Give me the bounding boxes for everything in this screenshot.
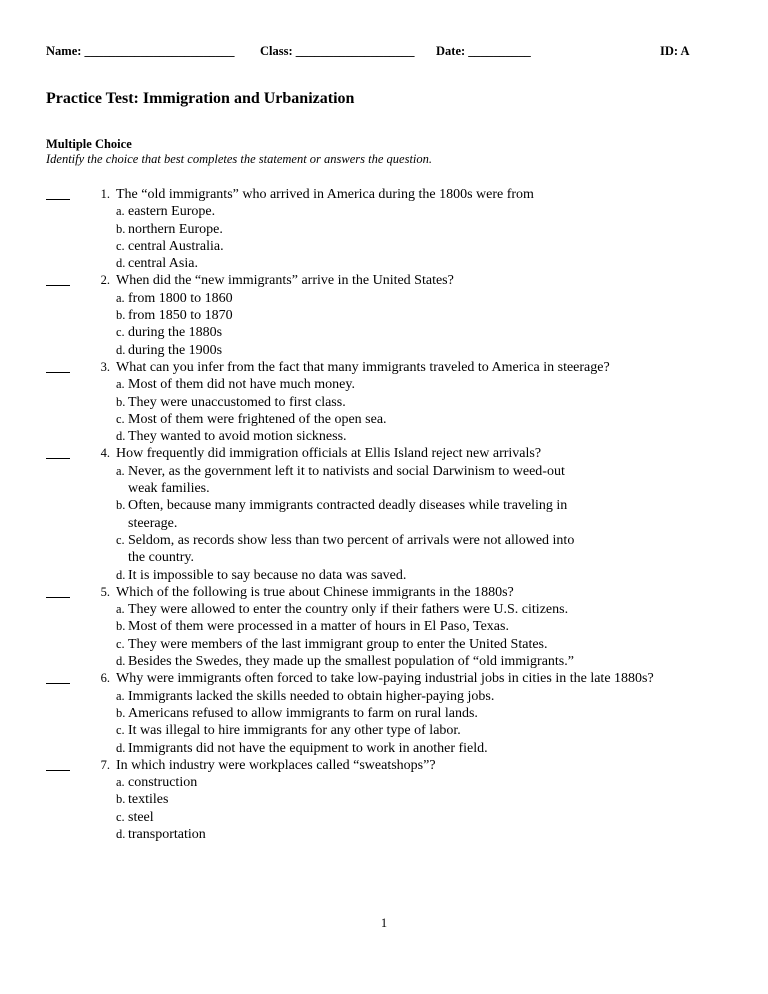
date-field-label: Date: __________ [436, 44, 531, 58]
question-1 [46, 186, 746, 272]
page-title: Practice Test: Immigration and Urbanization [46, 90, 355, 107]
page-number: 1 [380, 916, 388, 930]
option-c: c. Seldom, as records show less than two percent of arrivals were not allowed into the country. [116, 532, 575, 566]
option-d: d. transportation [116, 826, 206, 842]
question-stem: When did the “new immigrants” arrive in the United States? [116, 273, 454, 289]
option-b: b. textiles [116, 792, 169, 808]
question-3 [46, 359, 746, 445]
answer-blank-3[interactable] [46, 372, 70, 373]
class-field-label: Class: ___________________ [260, 44, 415, 58]
option-d: d. Immigrants did not have the equipment to work in another field. [116, 740, 488, 756]
option-b: b. Americans refused to allow immigrants to farm on rural lands. [116, 705, 478, 721]
option-d: d. Besides the Swedes, they made up the smallest population of “old immigrants.” [116, 654, 574, 670]
answer-blank-5[interactable] [46, 597, 70, 598]
option-a: a. eastern Europe. [116, 204, 216, 220]
option-b: b. Often, because many immigrants contracted deadly diseases while traveling in steerage. [116, 498, 568, 531]
option-c: c. steel [116, 809, 154, 825]
question-stem: In which industry were workplaces called “sweatshops”? [116, 757, 436, 773]
question-stem: The “old immigrants” who arrived in America during the 1800s were from [116, 187, 534, 202]
test-id: ID: A [660, 44, 690, 58]
page-header [46, 44, 698, 64]
question-4 [46, 445, 746, 583]
answer-blank-4[interactable] [46, 458, 70, 459]
option-a: a. construction [116, 775, 198, 791]
option-d: d. central Asia. [116, 256, 198, 272]
question-stem: How frequently did immigration officials at Ellis Island reject new arrivals? [116, 446, 542, 462]
option-a: a. Never, as the government left it to nativists and social Darwinism to weed-out weak families. [116, 463, 565, 497]
section-instructions: Identify the choice that best completes the statement or answers the question. [46, 152, 433, 166]
option-b: b. northern Europe. [116, 221, 223, 237]
answer-blank-6[interactable] [46, 683, 70, 684]
option-a: a. Immigrants lacked the skills needed to obtain higher-paying jobs. [116, 688, 495, 704]
question-7 [46, 757, 746, 843]
name-field-label: Name: ________________________ [46, 44, 235, 58]
question-number: 4. [100, 446, 110, 461]
question-number: 5. [100, 584, 110, 599]
option-c: c. central Australia. [116, 238, 224, 254]
option-a: a. from 1800 to 1860 [116, 290, 233, 306]
option-a: a. Most of them did not have much money. [116, 377, 355, 393]
section-title: Multiple Choice [46, 137, 132, 151]
option-c: c. Most of them were frightened of the open sea. [116, 411, 387, 427]
question-5 [46, 584, 746, 670]
question-stem: Why were immigrants often forced to take low-paying industrial jobs in cities in the late 1880s? [116, 671, 654, 687]
answer-blank-1[interactable] [46, 199, 70, 200]
question-2 [46, 272, 746, 358]
option-c: c. during the 1880s [116, 325, 223, 341]
question-number: 7. [100, 757, 110, 772]
answer-blank-7[interactable] [46, 770, 70, 771]
question-number: 3. [100, 359, 110, 374]
option-d: d. during the 1900s [116, 342, 223, 358]
question-number: 6. [100, 671, 110, 686]
option-d: d. They wanted to avoid motion sickness. [116, 429, 347, 445]
answer-blank-2[interactable] [46, 285, 70, 286]
option-d: d. It is impossible to say because no data was saved. [116, 567, 407, 583]
question-stem: Which of the following is true about Chinese immigrants in the 1880s? [116, 584, 514, 600]
option-b: b. They were unaccustomed to first class. [116, 394, 346, 410]
question-6 [46, 670, 746, 756]
option-b: b. Most of them were processed in a matter of hours in El Paso, Texas. [116, 619, 509, 635]
option-a: a. They were allowed to enter the country only if their fathers were U.S. citizens. [116, 602, 569, 618]
option-b: b. from 1850 to 1870 [116, 308, 233, 324]
question-stem: What can you infer from the fact that many immigrants traveled to America in steerage? [116, 359, 610, 375]
question-list [46, 186, 746, 843]
question-number: 1. [100, 187, 110, 201]
question-number: 2. [100, 273, 110, 288]
option-c: c. They were members of the last immigrant group to enter the United States. [116, 636, 548, 652]
option-c: c. It was illegal to hire immigrants for any other type of labor. [116, 723, 461, 739]
